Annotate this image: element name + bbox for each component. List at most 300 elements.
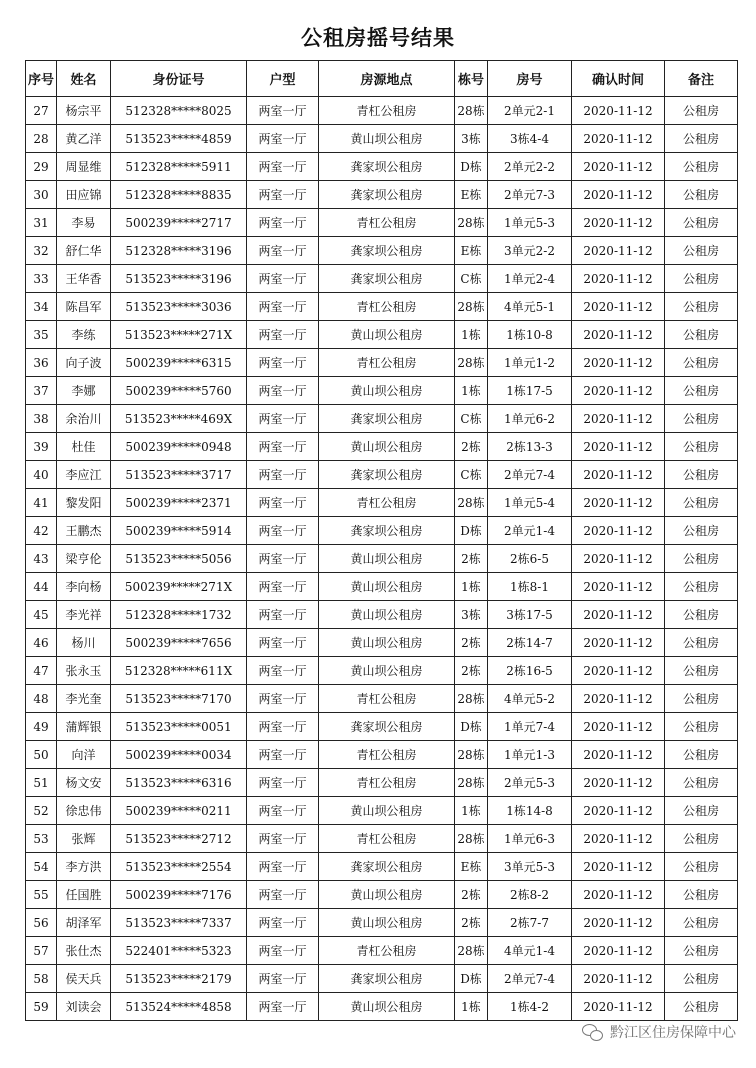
cell-id: 513523*****6316 [111, 769, 247, 797]
cell-id: 500239*****2717 [111, 209, 247, 237]
cell-date: 2020-11-12 [572, 937, 665, 965]
cell-note: 公租房 [665, 629, 738, 657]
cell-location: 龚家坝公租房 [319, 713, 455, 741]
cell-note: 公租房 [665, 797, 738, 825]
cell-name: 李练 [57, 321, 111, 349]
cell-building: 3栋 [455, 601, 488, 629]
cell-room: 1栋17-5 [488, 377, 572, 405]
cell-layout: 两室一厅 [247, 825, 319, 853]
cell-location: 青杠公租房 [319, 209, 455, 237]
cell-location: 青杠公租房 [319, 685, 455, 713]
table-row [26, 713, 738, 741]
cell-room: 1栋4-2 [488, 993, 572, 1021]
cell-name: 王华香 [57, 265, 111, 293]
cell-note: 公租房 [665, 97, 738, 125]
cell-building: C栋 [455, 461, 488, 489]
cell-room: 2栋14-7 [488, 629, 572, 657]
cell-seq: 36 [26, 349, 57, 377]
cell-room: 3栋4-4 [488, 125, 572, 153]
cell-building: C栋 [455, 405, 488, 433]
cell-seq: 57 [26, 937, 57, 965]
cell-name: 李娜 [57, 377, 111, 405]
cell-layout: 两室一厅 [247, 573, 319, 601]
table-body [26, 97, 738, 1021]
cell-building: 28栋 [455, 293, 488, 321]
table-row [26, 965, 738, 993]
cell-location: 黄山坝公租房 [319, 909, 455, 937]
cell-location: 龚家坝公租房 [319, 237, 455, 265]
cell-date: 2020-11-12 [572, 97, 665, 125]
cell-location: 黄山坝公租房 [319, 321, 455, 349]
cell-room: 2栋13-3 [488, 433, 572, 461]
cell-date: 2020-11-12 [572, 209, 665, 237]
cell-note: 公租房 [665, 909, 738, 937]
cell-building: E栋 [455, 237, 488, 265]
cell-building: 1栋 [455, 993, 488, 1021]
cell-date: 2020-11-12 [572, 181, 665, 209]
table-row [26, 321, 738, 349]
cell-name: 胡泽军 [57, 909, 111, 937]
cell-layout: 两室一厅 [247, 853, 319, 881]
cell-name: 李光祥 [57, 601, 111, 629]
cell-date: 2020-11-12 [572, 769, 665, 797]
cell-room: 2栋16-5 [488, 657, 572, 685]
cell-date: 2020-11-12 [572, 909, 665, 937]
cell-seq: 29 [26, 153, 57, 181]
table-row [26, 937, 738, 965]
table-row [26, 993, 738, 1021]
cell-id: 512328*****5911 [111, 153, 247, 181]
cell-date: 2020-11-12 [572, 265, 665, 293]
cell-id: 512328*****3196 [111, 237, 247, 265]
cell-layout: 两室一厅 [247, 377, 319, 405]
cell-name: 李向杨 [57, 573, 111, 601]
cell-layout: 两室一厅 [247, 993, 319, 1021]
cell-location: 黄山坝公租房 [319, 545, 455, 573]
cell-name: 向洋 [57, 741, 111, 769]
header-cell-room: 房号 [488, 61, 572, 97]
cell-id: 513523*****3196 [111, 265, 247, 293]
wechat-icon [582, 1023, 604, 1041]
cell-seq: 40 [26, 461, 57, 489]
cell-building: 1栋 [455, 321, 488, 349]
cell-room: 1单元1-2 [488, 349, 572, 377]
cell-note: 公租房 [665, 601, 738, 629]
cell-room: 3单元2-2 [488, 237, 572, 265]
cell-name: 杨文安 [57, 769, 111, 797]
cell-seq: 52 [26, 797, 57, 825]
cell-room: 1单元6-2 [488, 405, 572, 433]
cell-id: 513523*****271X [111, 321, 247, 349]
cell-note: 公租房 [665, 685, 738, 713]
header-cell-id: 身份证号 [111, 61, 247, 97]
cell-id: 513523*****469X [111, 405, 247, 433]
cell-name: 任国胜 [57, 881, 111, 909]
cell-room: 2栋8-2 [488, 881, 572, 909]
cell-id: 500239*****5914 [111, 517, 247, 545]
cell-room: 1单元2-4 [488, 265, 572, 293]
cell-room: 3单元5-3 [488, 853, 572, 881]
cell-seq: 44 [26, 573, 57, 601]
cell-building: 1栋 [455, 377, 488, 405]
cell-id: 513523*****7170 [111, 685, 247, 713]
table-row [26, 209, 738, 237]
cell-note: 公租房 [665, 769, 738, 797]
cell-note: 公租房 [665, 741, 738, 769]
cell-building: 28栋 [455, 825, 488, 853]
cell-seq: 41 [26, 489, 57, 517]
cell-location: 龚家坝公租房 [319, 517, 455, 545]
cell-date: 2020-11-12 [572, 321, 665, 349]
table-row [26, 881, 738, 909]
cell-location: 黄山坝公租房 [319, 433, 455, 461]
cell-room: 1单元1-3 [488, 741, 572, 769]
cell-layout: 两室一厅 [247, 545, 319, 573]
cell-note: 公租房 [665, 293, 738, 321]
cell-location: 黄山坝公租房 [319, 657, 455, 685]
cell-room: 2单元2-1 [488, 97, 572, 125]
cell-name: 王鹏杰 [57, 517, 111, 545]
cell-date: 2020-11-12 [572, 293, 665, 321]
cell-seq: 48 [26, 685, 57, 713]
cell-id: 500239*****5760 [111, 377, 247, 405]
cell-id: 512328*****1732 [111, 601, 247, 629]
cell-date: 2020-11-12 [572, 657, 665, 685]
cell-layout: 两室一厅 [247, 685, 319, 713]
cell-building: 3栋 [455, 125, 488, 153]
cell-building: D栋 [455, 713, 488, 741]
cell-date: 2020-11-12 [572, 349, 665, 377]
table-row [26, 909, 738, 937]
cell-room: 1单元7-4 [488, 713, 572, 741]
table-row [26, 797, 738, 825]
cell-seq: 28 [26, 125, 57, 153]
cell-layout: 两室一厅 [247, 881, 319, 909]
cell-note: 公租房 [665, 377, 738, 405]
table-row [26, 293, 738, 321]
page-title: 公租房摇号结果 [301, 26, 455, 50]
cell-location: 龚家坝公租房 [319, 405, 455, 433]
cell-room: 4单元5-2 [488, 685, 572, 713]
cell-building: 28栋 [455, 937, 488, 965]
cell-layout: 两室一厅 [247, 349, 319, 377]
cell-note: 公租房 [665, 181, 738, 209]
table-row [26, 629, 738, 657]
table-row [26, 377, 738, 405]
cell-id: 513523*****2554 [111, 853, 247, 881]
cell-seq: 34 [26, 293, 57, 321]
cell-location: 青杠公租房 [319, 825, 455, 853]
cell-date: 2020-11-12 [572, 377, 665, 405]
header-cell-location: 房源地点 [319, 61, 455, 97]
cell-date: 2020-11-12 [572, 741, 665, 769]
cell-layout: 两室一厅 [247, 293, 319, 321]
cell-date: 2020-11-12 [572, 517, 665, 545]
table-row [26, 517, 738, 545]
cell-name: 李易 [57, 209, 111, 237]
cell-building: 28栋 [455, 769, 488, 797]
cell-building: 2栋 [455, 545, 488, 573]
cell-id: 500239*****2371 [111, 489, 247, 517]
cell-building: 28栋 [455, 97, 488, 125]
cell-seq: 54 [26, 853, 57, 881]
cell-room: 1栋10-8 [488, 321, 572, 349]
table-row [26, 181, 738, 209]
cell-name: 张永玉 [57, 657, 111, 685]
cell-location: 黄山坝公租房 [319, 797, 455, 825]
cell-room: 2单元1-4 [488, 517, 572, 545]
cell-location: 黄山坝公租房 [319, 629, 455, 657]
cell-layout: 两室一厅 [247, 769, 319, 797]
cell-location: 青杠公租房 [319, 769, 455, 797]
cell-date: 2020-11-12 [572, 853, 665, 881]
table-row [26, 433, 738, 461]
cell-name: 张仕杰 [57, 937, 111, 965]
table-row [26, 153, 738, 181]
cell-building: D栋 [455, 965, 488, 993]
cell-room: 2单元2-2 [488, 153, 572, 181]
cell-layout: 两室一厅 [247, 741, 319, 769]
cell-id: 500239*****0211 [111, 797, 247, 825]
cell-name: 田应锦 [57, 181, 111, 209]
cell-layout: 两室一厅 [247, 657, 319, 685]
cell-name: 刘读会 [57, 993, 111, 1021]
header-cell-layout: 户型 [247, 61, 319, 97]
cell-seq: 55 [26, 881, 57, 909]
cell-date: 2020-11-12 [572, 433, 665, 461]
table-row [26, 405, 738, 433]
header-cell-name: 姓名 [57, 61, 111, 97]
table-row [26, 489, 738, 517]
cell-date: 2020-11-12 [572, 237, 665, 265]
cell-seq: 31 [26, 209, 57, 237]
cell-room: 2单元7-3 [488, 181, 572, 209]
cell-layout: 两室一厅 [247, 909, 319, 937]
cell-date: 2020-11-12 [572, 125, 665, 153]
cell-building: C栋 [455, 265, 488, 293]
cell-layout: 两室一厅 [247, 237, 319, 265]
cell-room: 2栋6-5 [488, 545, 572, 573]
cell-layout: 两室一厅 [247, 937, 319, 965]
cell-id: 513523*****7337 [111, 909, 247, 937]
cell-room: 4单元1-4 [488, 937, 572, 965]
cell-note: 公租房 [665, 265, 738, 293]
cell-seq: 35 [26, 321, 57, 349]
table-row [26, 237, 738, 265]
cell-name: 李方洪 [57, 853, 111, 881]
cell-layout: 两室一厅 [247, 321, 319, 349]
cell-date: 2020-11-12 [572, 545, 665, 573]
cell-building: 28栋 [455, 349, 488, 377]
cell-note: 公租房 [665, 237, 738, 265]
cell-name: 李应江 [57, 461, 111, 489]
cell-seq: 32 [26, 237, 57, 265]
cell-note: 公租房 [665, 433, 738, 461]
cell-seq: 56 [26, 909, 57, 937]
cell-location: 龚家坝公租房 [319, 153, 455, 181]
cell-location: 青杠公租房 [319, 97, 455, 125]
cell-building: 2栋 [455, 909, 488, 937]
cell-seq: 38 [26, 405, 57, 433]
cell-date: 2020-11-12 [572, 573, 665, 601]
cell-name: 杜佳 [57, 433, 111, 461]
cell-id: 513523*****4859 [111, 125, 247, 153]
cell-layout: 两室一厅 [247, 265, 319, 293]
cell-name: 李光奎 [57, 685, 111, 713]
table-row [26, 769, 738, 797]
cell-id: 500239*****271X [111, 573, 247, 601]
cell-building: 1栋 [455, 573, 488, 601]
table-row [26, 657, 738, 685]
cell-room: 1栋8-1 [488, 573, 572, 601]
cell-name: 杨宗平 [57, 97, 111, 125]
cell-location: 龚家坝公租房 [319, 965, 455, 993]
cell-layout: 两室一厅 [247, 97, 319, 125]
cell-note: 公租房 [665, 965, 738, 993]
cell-id: 513524*****4858 [111, 993, 247, 1021]
cell-layout: 两室一厅 [247, 601, 319, 629]
cell-date: 2020-11-12 [572, 797, 665, 825]
cell-seq: 49 [26, 713, 57, 741]
cell-layout: 两室一厅 [247, 629, 319, 657]
cell-note: 公租房 [665, 517, 738, 545]
cell-id: 522401*****5323 [111, 937, 247, 965]
cell-room: 2栋7-7 [488, 909, 572, 937]
cell-seq: 39 [26, 433, 57, 461]
cell-seq: 59 [26, 993, 57, 1021]
cell-room: 1单元5-4 [488, 489, 572, 517]
cell-note: 公租房 [665, 405, 738, 433]
header-cell-building: 栋号 [455, 61, 488, 97]
cell-seq: 47 [26, 657, 57, 685]
table-row [26, 461, 738, 489]
cell-note: 公租房 [665, 993, 738, 1021]
cell-seq: 42 [26, 517, 57, 545]
cell-building: 28栋 [455, 741, 488, 769]
cell-id: 512328*****8835 [111, 181, 247, 209]
cell-note: 公租房 [665, 209, 738, 237]
cell-id: 513523*****3717 [111, 461, 247, 489]
cell-date: 2020-11-12 [572, 825, 665, 853]
cell-id: 513523*****5056 [111, 545, 247, 573]
cell-location: 黄山坝公租房 [319, 125, 455, 153]
watermark-text: 黔江区住房保障中心 [610, 1025, 736, 1041]
cell-seq: 37 [26, 377, 57, 405]
cell-seq: 43 [26, 545, 57, 573]
cell-location: 黄山坝公租房 [319, 573, 455, 601]
cell-id: 513523*****2179 [111, 965, 247, 993]
cell-name: 余治川 [57, 405, 111, 433]
table-row [26, 349, 738, 377]
cell-layout: 两室一厅 [247, 489, 319, 517]
cell-building: D栋 [455, 517, 488, 545]
cell-room: 1单元5-3 [488, 209, 572, 237]
cell-layout: 两室一厅 [247, 405, 319, 433]
cell-note: 公租房 [665, 321, 738, 349]
cell-id: 513523*****3036 [111, 293, 247, 321]
cell-name: 梁亨伦 [57, 545, 111, 573]
cell-location: 龚家坝公租房 [319, 265, 455, 293]
cell-name: 张辉 [57, 825, 111, 853]
cell-room: 3栋17-5 [488, 601, 572, 629]
cell-name: 蒲辉银 [57, 713, 111, 741]
cell-room: 2单元7-4 [488, 461, 572, 489]
cell-layout: 两室一厅 [247, 433, 319, 461]
cell-building: 2栋 [455, 629, 488, 657]
table-row [26, 825, 738, 853]
cell-location: 黄山坝公租房 [319, 601, 455, 629]
cell-note: 公租房 [665, 713, 738, 741]
table-row [26, 853, 738, 881]
cell-name: 徐忠伟 [57, 797, 111, 825]
cell-id: 500239*****7176 [111, 881, 247, 909]
cell-room: 4单元5-1 [488, 293, 572, 321]
cell-date: 2020-11-12 [572, 405, 665, 433]
cell-seq: 46 [26, 629, 57, 657]
header-row [26, 61, 738, 97]
cell-date: 2020-11-12 [572, 153, 665, 181]
cell-seq: 51 [26, 769, 57, 797]
cell-name: 陈昌军 [57, 293, 111, 321]
cell-seq: 33 [26, 265, 57, 293]
cell-id: 513523*****0051 [111, 713, 247, 741]
header-cell-note: 备注 [665, 61, 738, 97]
cell-room: 1栋14-8 [488, 797, 572, 825]
table-row [26, 97, 738, 125]
cell-name: 舒仁华 [57, 237, 111, 265]
cell-building: 28栋 [455, 209, 488, 237]
cell-location: 黄山坝公租房 [319, 377, 455, 405]
table-row [26, 125, 738, 153]
cell-layout: 两室一厅 [247, 153, 319, 181]
cell-note: 公租房 [665, 937, 738, 965]
cell-id: 500239*****0948 [111, 433, 247, 461]
header-cell-date: 确认时间 [572, 61, 665, 97]
cell-note: 公租房 [665, 125, 738, 153]
cell-location: 黄山坝公租房 [319, 993, 455, 1021]
cell-layout: 两室一厅 [247, 797, 319, 825]
cell-location: 青杠公租房 [319, 741, 455, 769]
cell-room: 2单元7-4 [488, 965, 572, 993]
cell-date: 2020-11-12 [572, 685, 665, 713]
cell-building: 28栋 [455, 685, 488, 713]
cell-id: 512328*****611X [111, 657, 247, 685]
cell-name: 黄乙洋 [57, 125, 111, 153]
cell-date: 2020-11-12 [572, 881, 665, 909]
cell-name: 杨川 [57, 629, 111, 657]
cell-note: 公租房 [665, 881, 738, 909]
cell-seq: 50 [26, 741, 57, 769]
cell-seq: 58 [26, 965, 57, 993]
cell-name: 周显维 [57, 153, 111, 181]
cell-layout: 两室一厅 [247, 517, 319, 545]
watermark [582, 1022, 736, 1042]
cell-location: 青杠公租房 [319, 349, 455, 377]
cell-building: 2栋 [455, 433, 488, 461]
cell-id: 500239*****7656 [111, 629, 247, 657]
table-row [26, 573, 738, 601]
cell-building: E栋 [455, 853, 488, 881]
cell-location: 青杠公租房 [319, 293, 455, 321]
cell-layout: 两室一厅 [247, 713, 319, 741]
cell-layout: 两室一厅 [247, 125, 319, 153]
cell-date: 2020-11-12 [572, 461, 665, 489]
cell-building: E栋 [455, 181, 488, 209]
table-row [26, 265, 738, 293]
cell-id: 513523*****2712 [111, 825, 247, 853]
header-cell-seq: 序号 [26, 61, 57, 97]
cell-date: 2020-11-12 [572, 713, 665, 741]
